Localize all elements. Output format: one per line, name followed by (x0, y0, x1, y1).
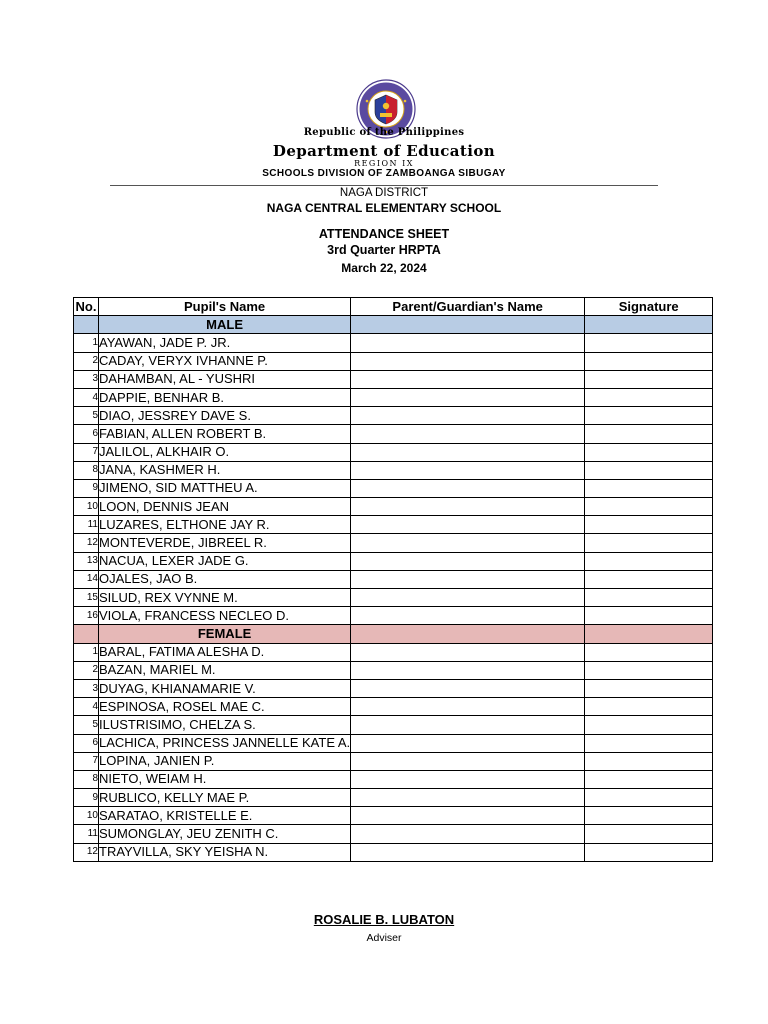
parent-name-cell[interactable] (351, 461, 585, 479)
parent-name-cell[interactable] (351, 752, 585, 770)
parent-name-cell[interactable] (351, 789, 585, 807)
row-number: 3 (74, 679, 99, 697)
signature-cell[interactable] (585, 461, 713, 479)
table-row (74, 661, 713, 679)
header-divider (110, 185, 658, 186)
female-group-row (74, 625, 713, 643)
pupil-name: DUYAG, KHIANAMARIE V. (99, 680, 256, 696)
signature-cell[interactable] (585, 443, 713, 461)
pupil-name-cell (99, 352, 351, 370)
pupil-name: NACUA, LEXER JADE G. (99, 553, 249, 569)
table-header-row (74, 298, 713, 316)
row-number: 15 (74, 589, 99, 607)
row-number: 1 (74, 334, 99, 352)
document-date: March 22, 2024 (341, 261, 427, 275)
signature-cell[interactable] (585, 570, 713, 588)
row-number: 7 (74, 443, 99, 461)
table-row (74, 552, 713, 570)
row-number: 8 (74, 461, 99, 479)
row-number: 1 (74, 643, 99, 661)
parent-name-cell[interactable] (351, 607, 585, 625)
pupil-name: JANA, KASHMER H. (99, 462, 221, 478)
republic-label: Republic of the Philippines (303, 127, 465, 138)
pupil-name-cell (99, 498, 351, 516)
pupil-name: ESPINOSA, ROSEL MAE C. (99, 698, 265, 714)
document-subtitle: 3rd Quarter HRPTA (327, 243, 441, 257)
signature-cell[interactable] (585, 825, 713, 843)
pupil-name-cell (99, 552, 351, 570)
pupil-name: BAZAN, MARIEL M. (99, 662, 216, 678)
pupil-name-cell (99, 716, 351, 734)
signature-cell[interactable] (585, 716, 713, 734)
document-title: ATTENDANCE SHEET (318, 227, 450, 241)
row-number: 12 (74, 843, 99, 861)
parent-name-cell[interactable] (351, 679, 585, 697)
col-header-parent: Parent/Guardian's Name (351, 298, 585, 316)
pupil-name-cell (99, 534, 351, 552)
table-row (74, 498, 713, 516)
parent-name-cell[interactable] (351, 407, 585, 425)
signature-cell[interactable] (585, 534, 713, 552)
pupil-name: DAPPIE, BENHAR B. (99, 389, 224, 405)
pupil-name: MONTEVERDE, JIBREEL R. (99, 535, 267, 551)
parent-name-cell[interactable] (351, 770, 585, 788)
row-number: 13 (74, 552, 99, 570)
pupil-name: SUMONGLAY, JEU ZENITH C. (99, 826, 279, 842)
table-row (74, 607, 713, 625)
table-row (74, 534, 713, 552)
signature-cell[interactable] (585, 607, 713, 625)
row-number: 7 (74, 752, 99, 770)
signature-cell[interactable] (585, 498, 713, 516)
pupil-name: BARAL, FATIMA ALESHA D. (99, 644, 265, 660)
row-number: 10 (74, 807, 99, 825)
pupil-name: LOPINA, JANIEN P. (99, 753, 215, 769)
female-group-sig-cell (585, 625, 713, 643)
pupil-name-cell (99, 607, 351, 625)
table-row (74, 789, 713, 807)
parent-name-cell[interactable] (351, 698, 585, 716)
col-header-no: No. (74, 298, 99, 316)
male-group-no-cell (74, 316, 99, 334)
row-number: 9 (74, 479, 99, 497)
male-group-sig-cell (585, 316, 713, 334)
table-row (74, 334, 713, 352)
table-row (74, 716, 713, 734)
male-group-label-cell: MALE (99, 316, 351, 334)
pupil-name-cell (99, 479, 351, 497)
table-row (74, 770, 713, 788)
table-row (74, 479, 713, 497)
row-number: 2 (74, 352, 99, 370)
female-group-label-cell: FEMALE (99, 625, 351, 643)
parent-name-cell[interactable] (351, 825, 585, 843)
pupil-name-cell (99, 407, 351, 425)
pupil-name: AYAWAN, JADE P. JR. (99, 334, 231, 350)
row-number: 11 (74, 516, 99, 534)
row-number: 14 (74, 570, 99, 588)
signature-cell[interactable] (585, 388, 713, 406)
row-number: 3 (74, 370, 99, 388)
female-group-no-cell (74, 625, 99, 643)
pupil-name-cell (99, 570, 351, 588)
table-row (74, 461, 713, 479)
signature-cell[interactable] (585, 643, 713, 661)
parent-name-cell[interactable] (351, 334, 585, 352)
table-row (74, 825, 713, 843)
parent-name-cell[interactable] (351, 534, 585, 552)
signature-cell[interactable] (585, 425, 713, 443)
table-row (74, 407, 713, 425)
signature-cell[interactable] (585, 752, 713, 770)
signature-cell[interactable] (585, 789, 713, 807)
parent-name-cell[interactable] (351, 388, 585, 406)
table-row (74, 570, 713, 588)
row-number: 11 (74, 825, 99, 843)
signatory-name-text: ROSALIE B. LUBATON (313, 912, 455, 927)
col-header-pupil: Pupil's Name (99, 298, 351, 316)
row-number: 12 (74, 534, 99, 552)
parent-name-cell[interactable] (351, 479, 585, 497)
division-label: SCHOOLS DIVISION OF ZAMBOANGA SIBUGAY (262, 168, 506, 179)
pupil-name-cell (99, 461, 351, 479)
attendance-table (73, 297, 713, 862)
pupil-name: SILUD, REX VYNNE M. (99, 589, 238, 605)
pupil-name-cell (99, 752, 351, 770)
signature-cell[interactable] (585, 589, 713, 607)
parent-name-cell[interactable] (351, 570, 585, 588)
table-row (74, 698, 713, 716)
parent-name-cell[interactable] (351, 552, 585, 570)
pupil-name-cell (99, 661, 351, 679)
pupil-name: RUBLICO, KELLY MAE P. (99, 789, 250, 805)
row-number: 10 (74, 498, 99, 516)
pupil-name-cell (99, 370, 351, 388)
table-row (74, 352, 713, 370)
parent-name-cell[interactable] (351, 425, 585, 443)
table-row (74, 843, 713, 861)
table-row (74, 643, 713, 661)
row-number: 2 (74, 661, 99, 679)
parent-name-cell[interactable] (351, 443, 585, 461)
table-row (74, 388, 713, 406)
row-number: 6 (74, 734, 99, 752)
pupil-name: LUZARES, ELTHONE JAY R. (99, 516, 270, 532)
signature-cell[interactable] (585, 807, 713, 825)
row-number: 4 (74, 698, 99, 716)
signature-cell[interactable] (585, 679, 713, 697)
pupil-name-cell (99, 825, 351, 843)
pupil-name: JIMENO, SID MATTHEU A. (99, 480, 258, 496)
table-row (74, 370, 713, 388)
pupil-name-cell (99, 698, 351, 716)
table-row (74, 443, 713, 461)
signature-cell[interactable] (585, 552, 713, 570)
pupil-name-cell (99, 807, 351, 825)
parent-name-cell[interactable] (351, 716, 585, 734)
pupil-name: OJALES, JAO B. (99, 571, 198, 587)
row-number: 5 (74, 407, 99, 425)
signature-cell[interactable] (585, 352, 713, 370)
parent-name-cell[interactable] (351, 643, 585, 661)
parent-name-cell[interactable] (351, 843, 585, 861)
table-row (74, 807, 713, 825)
parent-name-cell[interactable] (351, 498, 585, 516)
district-label: NAGA DISTRICT (339, 187, 429, 199)
row-number: 9 (74, 789, 99, 807)
signature-cell[interactable] (585, 698, 713, 716)
pupil-name: ILUSTRISIMO, CHELZA S. (99, 716, 256, 732)
parent-name-cell[interactable] (351, 589, 585, 607)
pupil-name-cell (99, 734, 351, 752)
school-name: NAGA CENTRAL ELEMENTARY SCHOOL (266, 201, 502, 215)
department-name: Department of Education (272, 142, 496, 160)
pupil-name-cell (99, 334, 351, 352)
signature-cell[interactable] (585, 516, 713, 534)
pupil-name: TRAYVILLA, SKY YEISHA N. (99, 844, 269, 860)
col-header-signature: Signature (585, 298, 713, 316)
pupil-name-cell (99, 643, 351, 661)
parent-name-cell[interactable] (351, 661, 585, 679)
signature-cell[interactable] (585, 661, 713, 679)
male-group-parent-cell (351, 316, 585, 334)
table-row (74, 734, 713, 752)
pupil-name: CADAY, VERYX IVHANNE P. (99, 353, 268, 369)
pupil-name-cell (99, 679, 351, 697)
table-row (74, 589, 713, 607)
pupil-name: DAHAMBAN, AL - YUSHRI (99, 371, 256, 387)
signature-cell[interactable] (585, 407, 713, 425)
parent-name-cell[interactable] (351, 352, 585, 370)
pupil-name: SARATAO, KRISTELLE E. (99, 807, 253, 823)
region-label: REGION IX (354, 159, 414, 168)
table-row (74, 425, 713, 443)
pupil-name: NIETO, WEIAM H. (99, 771, 207, 787)
pupil-name-cell (99, 425, 351, 443)
table-row (74, 752, 713, 770)
pupil-name-cell (99, 843, 351, 861)
signature-cell[interactable] (585, 479, 713, 497)
parent-name-cell[interactable] (351, 734, 585, 752)
male-group-row (74, 316, 713, 334)
signature-cell[interactable] (585, 370, 713, 388)
signature-cell[interactable] (585, 770, 713, 788)
table-row (74, 679, 713, 697)
pupil-name: LOON, DENNIS JEAN (99, 498, 230, 514)
pupil-name: LACHICA, PRINCESS JANNELLE KATE A. (99, 735, 351, 751)
pupil-name-cell (99, 589, 351, 607)
pupil-name-cell (99, 789, 351, 807)
pupil-name: VIOLA, FRANCESS NECLEO D. (99, 607, 289, 623)
female-group-parent-cell (351, 625, 585, 643)
parent-name-cell[interactable] (351, 516, 585, 534)
parent-name-cell[interactable] (351, 370, 585, 388)
row-number: 6 (74, 425, 99, 443)
row-number: 8 (74, 770, 99, 788)
row-number: 5 (74, 716, 99, 734)
parent-name-cell[interactable] (351, 807, 585, 825)
pupil-name: JALILOL, ALKHAIR O. (99, 444, 230, 460)
pupil-name: DIAO, JESSREY DAVE S. (99, 407, 251, 423)
row-number: 16 (74, 607, 99, 625)
pupil-name-cell (99, 443, 351, 461)
signature-cell[interactable] (585, 734, 713, 752)
signatory-role: Adviser (366, 932, 402, 944)
pupil-name-cell (99, 516, 351, 534)
pupil-name: FABIAN, ALLEN ROBERT B. (99, 425, 267, 441)
signatory-name (0, 912, 768, 927)
table-row (74, 516, 713, 534)
signature-cell[interactable] (585, 334, 713, 352)
signature-cell[interactable] (585, 843, 713, 861)
row-number: 4 (74, 388, 99, 406)
pupil-name-cell (99, 770, 351, 788)
pupil-name-cell (99, 388, 351, 406)
attendance-body (74, 316, 713, 862)
